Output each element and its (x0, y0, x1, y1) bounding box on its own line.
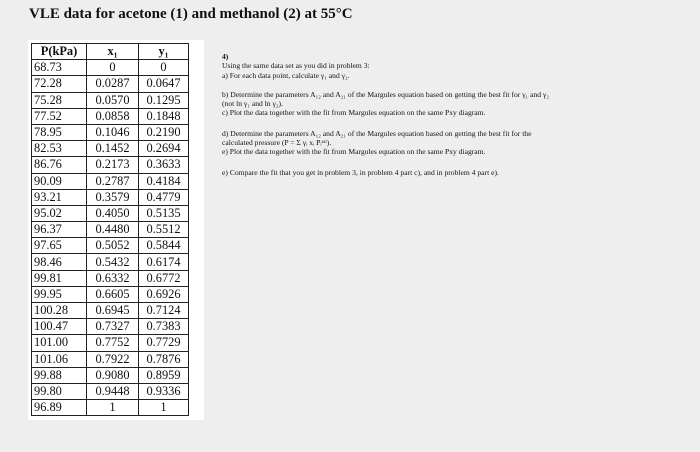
table-row (32, 383, 189, 399)
cell-pressure: 100.47 (32, 319, 87, 335)
cell-x1: 0.7922 (87, 351, 139, 367)
part-e-compare: e) Compare the fit that you get in problem 3, in problem 4 part c), and in problem 4 part e). (222, 167, 499, 177)
cell-pressure: 93.21 (32, 189, 87, 205)
cell-pressure: 97.65 (32, 238, 87, 254)
part-b-line1: b) Determine the parameters A₁₂ and A₂₁ of the Margules equation based on getting the best fit for γ₁ and γ₂ (222, 89, 549, 99)
part-c: c) Plot the data together with the fit from Margules equation on the same Pxy diagram. (222, 108, 486, 118)
cell-pressure: 68.73 (32, 60, 87, 76)
header-pressure: P(kPa) (32, 44, 87, 60)
cell-x1: 0.7327 (87, 319, 139, 335)
table-row (32, 335, 189, 351)
cell-pressure: 77.52 (32, 108, 87, 124)
cell-y1: 0.5512 (139, 222, 189, 238)
header-x1: x₁ (87, 44, 139, 60)
table-row (32, 173, 189, 189)
table-row (32, 157, 189, 173)
cell-y1: 0.4779 (139, 189, 189, 205)
cell-pressure: 72.28 (32, 76, 87, 92)
table-row (32, 286, 189, 302)
cell-x1: 0.0570 (87, 92, 139, 108)
page-title: VLE data for acetone (1) and methanol (2) at 55°C (29, 6, 353, 22)
part-d-line2: calculated pressure (P = Σ γᵢ xᵢ Pᵢˢᵃᵗ). (222, 138, 332, 148)
table-row (32, 124, 189, 140)
cell-x1: 0.5432 (87, 254, 139, 270)
cell-x1: 0.1452 (87, 141, 139, 157)
table-row (32, 141, 189, 157)
table-row (32, 238, 189, 254)
cell-y1: 1 (139, 400, 189, 416)
table-row (32, 351, 189, 367)
cell-x1: 0.6945 (87, 303, 139, 319)
cell-y1: 0.9336 (139, 383, 189, 399)
cell-pressure: 75.28 (32, 92, 87, 108)
cell-x1: 0.4480 (87, 222, 139, 238)
cell-y1: 0.7383 (139, 319, 189, 335)
cell-x1: 0.2173 (87, 157, 139, 173)
cell-pressure: 98.46 (32, 254, 87, 270)
cell-x1: 0.3579 (87, 189, 139, 205)
table-row (32, 367, 189, 383)
part-b-line2: (not ln γ₁ and ln γ₂). (222, 99, 283, 109)
table-row (32, 108, 189, 124)
cell-y1: 0.6174 (139, 254, 189, 270)
vle-data-table-container (28, 40, 204, 420)
cell-y1: 0.2694 (139, 141, 189, 157)
cell-y1: 0.1848 (139, 108, 189, 124)
cell-x1: 0.5052 (87, 238, 139, 254)
cell-pressure: 96.89 (32, 400, 87, 416)
cell-x1: 0.0287 (87, 76, 139, 92)
cell-y1: 0 (139, 60, 189, 76)
vle-data-table (31, 43, 189, 416)
table-row (32, 222, 189, 238)
cell-pressure: 99.95 (32, 286, 87, 302)
cell-x1: 0.6605 (87, 286, 139, 302)
cell-x1: 0 (87, 60, 139, 76)
table-row (32, 205, 189, 221)
header-y1: y₁ (139, 44, 189, 60)
problem-intro: Using the same data set as you did in problem 3: (222, 61, 370, 71)
cell-pressure: 90.09 (32, 173, 87, 189)
cell-y1: 0.5135 (139, 205, 189, 221)
cell-x1: 0.9080 (87, 367, 139, 383)
cell-x1: 0.1046 (87, 124, 139, 140)
cell-pressure: 95.02 (32, 205, 87, 221)
cell-y1: 0.4184 (139, 173, 189, 189)
cell-y1: 0.8959 (139, 367, 189, 383)
cell-x1: 1 (87, 400, 139, 416)
cell-pressure: 100.28 (32, 303, 87, 319)
cell-pressure: 99.80 (32, 383, 87, 399)
cell-pressure: 99.88 (32, 367, 87, 383)
table-row (32, 303, 189, 319)
table-row (32, 270, 189, 286)
cell-x1: 0.6332 (87, 270, 139, 286)
cell-y1: 0.7124 (139, 303, 189, 319)
part-a: a) For each data point, calculate γ₁ and γ₂. (222, 70, 350, 80)
cell-pressure: 96.37 (32, 222, 87, 238)
table-row (32, 76, 189, 92)
cell-x1: 0.2787 (87, 173, 139, 189)
table-row (32, 189, 189, 205)
cell-pressure: 82.53 (32, 141, 87, 157)
table-row (32, 60, 189, 76)
cell-y1: 0.3633 (139, 157, 189, 173)
cell-y1: 0.5844 (139, 238, 189, 254)
problem-4 (222, 52, 662, 177)
cell-x1: 0.4050 (87, 205, 139, 221)
cell-x1: 0.0858 (87, 108, 139, 124)
cell-y1: 0.1295 (139, 92, 189, 108)
cell-pressure: 101.06 (32, 351, 87, 367)
cell-y1: 0.6772 (139, 270, 189, 286)
cell-pressure: 86.76 (32, 157, 87, 173)
table-body (32, 60, 189, 416)
part-e-plot: e) Plot the data together with the fit from Margules equation on the same Pxy diagram. (222, 147, 486, 157)
cell-pressure: 78.95 (32, 124, 87, 140)
cell-y1: 0.7729 (139, 335, 189, 351)
table-row (32, 319, 189, 335)
table-header-row (32, 44, 189, 60)
problem-number: 4) (222, 52, 229, 61)
part-d-line1: d) Determine the parameters A₁₂ and A₂₁ of the Margules equation based on getting the best fit for the (222, 128, 532, 138)
table-row (32, 92, 189, 108)
cell-y1: 0.2190 (139, 124, 189, 140)
cell-pressure: 99.81 (32, 270, 87, 286)
cell-pressure: 101.00 (32, 335, 87, 351)
cell-x1: 0.7752 (87, 335, 139, 351)
cell-y1: 0.7876 (139, 351, 189, 367)
cell-y1: 0.0647 (139, 76, 189, 92)
cell-y1: 0.6926 (139, 286, 189, 302)
cell-x1: 0.9448 (87, 383, 139, 399)
table-row (32, 400, 189, 416)
table-row (32, 254, 189, 270)
